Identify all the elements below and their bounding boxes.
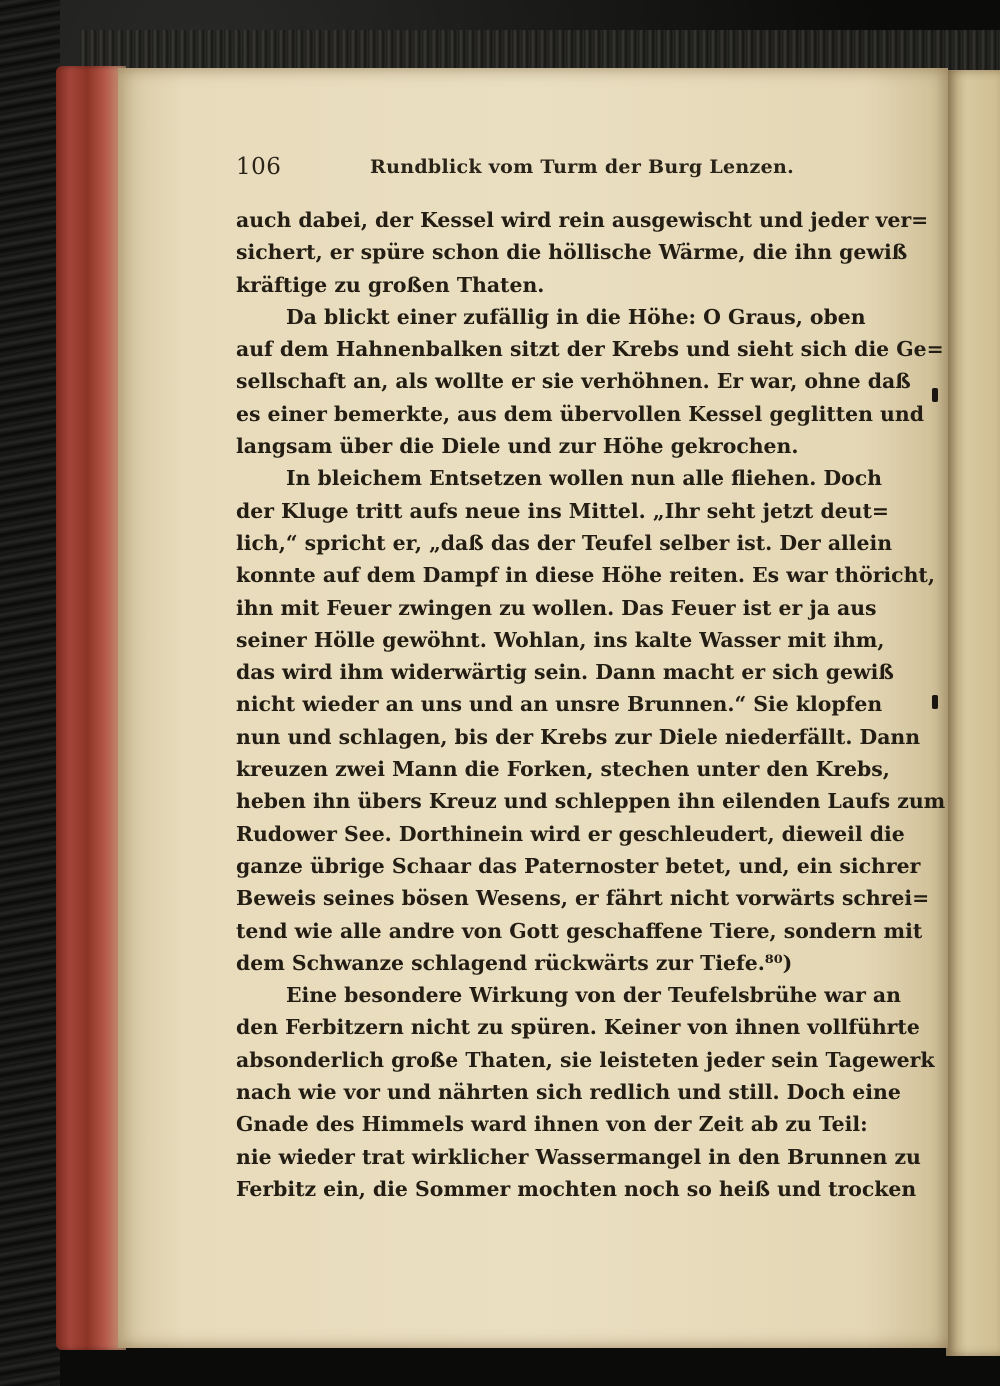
- text-line: absonderlich große Thaten, sie leisteten jeder sein Tagewerk: [236, 1047, 935, 1072]
- text-line: Eine besondere Wirkung von der Teufelsbrühe war an: [286, 983, 901, 1008]
- page-number: 106: [236, 154, 282, 180]
- text-line: Ferbitz ein, die Sommer mochten noch so heiß und trocken: [236, 1176, 917, 1201]
- text-line: Da blickt einer zufällig in die Höhe: O Graus, oben: [286, 304, 866, 329]
- gutter-mark: [932, 695, 938, 709]
- text-line: der Kluge tritt aufs neue ins Mittel. „Ihr seht jetzt deut=: [236, 498, 889, 523]
- facing-page-edge: [946, 70, 1000, 1356]
- text-line: ganze übrige Schaar das Paternoster betet, und, ein sichrer: [236, 853, 921, 878]
- text-line: auch dabei, der Kessel wird rein ausgewischt und jeder ver=: [236, 208, 929, 232]
- text-line: das wird ihm widerwärtig sein. Dann macht er sich gewiß: [236, 660, 894, 685]
- text-line: tend wie alle andre von Gott geschaffene Tiere, sondern mit: [236, 918, 923, 943]
- book-cover-left: [0, 0, 60, 1386]
- body-text: [236, 204, 946, 1205]
- text-line: seiner Hölle gewöhnt. Wohlan, ins kalte Wasser mit ihm,: [236, 627, 885, 652]
- text-line: konnte auf dem Dampf in diese Höhe reiten. Es war thöricht,: [236, 563, 935, 588]
- text-line: Rudower See. Dorthinein wird er geschleudert, dieweil die: [236, 821, 905, 846]
- text-line: auf dem Hahnenbalken sitzt der Krebs und sieht sich die Ge=: [236, 337, 944, 362]
- text-line: kreuzen zwei Mann die Forken, stechen unter den Krebs,: [236, 757, 890, 782]
- text-line: In bleichem Entsetzen wollen nun alle fliehen. Doch: [286, 466, 882, 491]
- text-line: den Ferbitzern nicht zu spüren. Keiner von ihnen vollführte: [236, 1015, 920, 1040]
- text-line: kräftige zu großen Thaten.: [236, 272, 545, 297]
- text-line: heben ihn übers Kreuz und schleppen ihn eilenden Laufs zum: [236, 789, 946, 814]
- text-line: es einer bemerkte, aus dem übervollen Kessel geglitten und: [236, 401, 924, 426]
- text-line: lich,“ spricht er, „daß das der Teufel selber ist. Der allein: [236, 530, 893, 555]
- text-line: Beweis seines bösen Wesens, er fährt nicht vorwärts schrei=: [236, 886, 930, 911]
- text-line: nun und schlagen, bis der Krebs zur Diele niederfällt. Dann: [236, 724, 921, 749]
- text-line: dem Schwanze schlagend rückwärts zur Tiefe.⁸⁰): [236, 950, 793, 975]
- text-line: Gnade des Himmels ward ihnen von der Zeit ab zu Teil:: [236, 1112, 868, 1137]
- running-head: Rundblick vom Turm der Burg Lenzen.: [370, 156, 794, 178]
- text-line: langsam über die Diele und zur Höhe gekrochen.: [236, 434, 799, 459]
- gutter-mark: [932, 388, 938, 402]
- text-line: nie wieder trat wirklicher Wassermangel in den Brunnen zu: [236, 1144, 921, 1169]
- text-line: sichert, er spüre schon die höllische Wärme, die ihn gewiß: [236, 240, 908, 265]
- text-line: ihn mit Feuer zwingen zu wollen. Das Feuer ist er ja aus: [236, 595, 877, 620]
- red-page-edges: [56, 66, 126, 1350]
- text-line: sellschaft an, als wollte er sie verhöhnen. Er war, ohne daß: [236, 369, 911, 394]
- text-line: nach wie vor und nährten sich redlich und still. Doch eine: [236, 1080, 901, 1105]
- page-header: [232, 150, 862, 188]
- text-line: nicht wieder an uns und an unsre Brunnen.“ Sie klopfen: [236, 692, 883, 717]
